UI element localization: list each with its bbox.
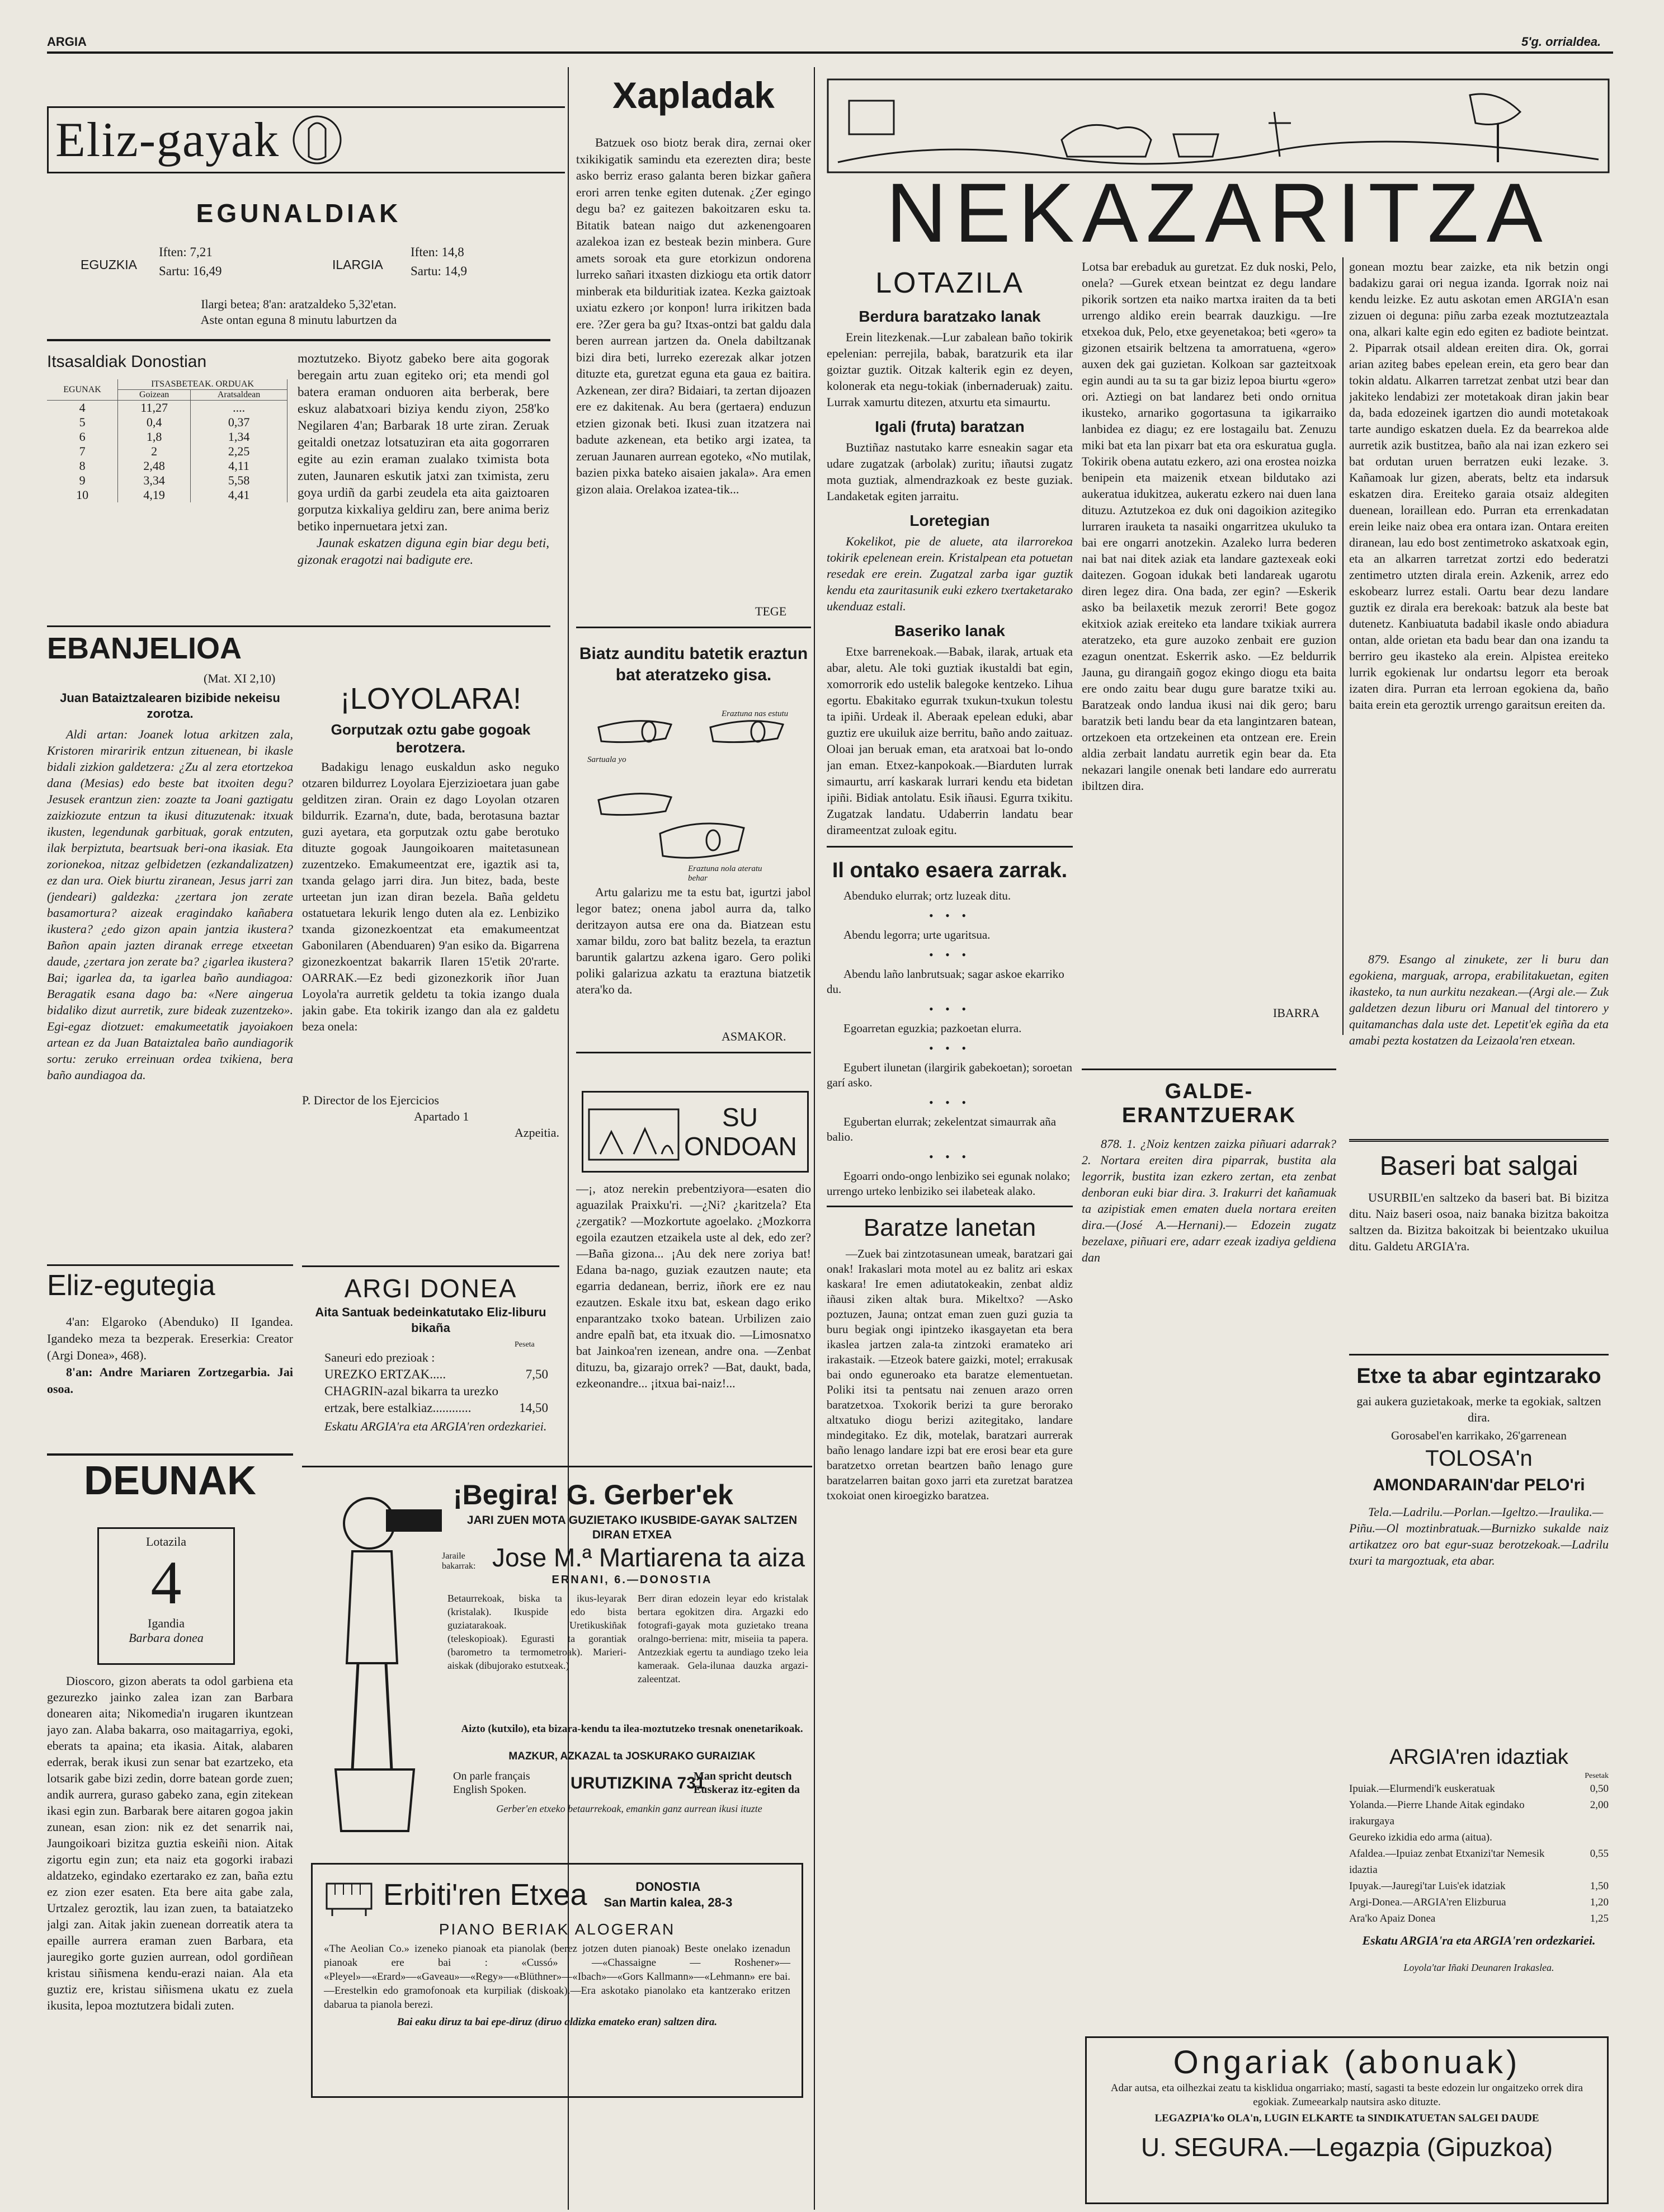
argidonea-footer: Eskatu ARGIA'ra eta ARGIA'ren ordezkariei. [324,1419,547,1433]
gerber-ad [302,1466,812,1846]
suondoan-banner [582,1091,809,1173]
s2-paragraph: Buztiñaz nastutako karre esneakin sagar eta udare zugatzak (arbolak) zuritu; iñautsi zugatz mota guztiak, almendrazkoak ez beste guziak. Landaketak egiten jarraitu. [827,440,1073,503]
gerber-phone [571,1774,705,1793]
egunaldiak-title: EGUNALDIAK [196,199,402,228]
elizegutegia-line1: 4'an: Elgaroko (Abenduko) II Igandea. Igandeko meza ta bezperak. Ereserkia: Creator (Argi Donea», 468). [47,1315,293,1362]
loyolara-column [302,627,564,1449]
esaera-title: Il ontako esaera zarrak. [832,859,1068,882]
idaztiak-ad [1349,1723,1609,2036]
ring-finger-illustration [587,694,800,878]
ongariak-text1: Adar autsa, eta oilhezkai zeatu ta kisklidua ongarriako; mastí, sagasti ta beste edozein lur ongaitzeko orrek dira egokiak. Zumeearkalp nautsira asko dituzte. [1110,2082,1583,2108]
book-item [1349,1878,1609,1894]
tide-row [47,473,287,488]
esaera-item: Egubert ilunetan (ilargirik gabekoetan); soroetan garí asko. [827,1061,1072,1089]
ongariak-footer: U. SEGURA.—Legazpia (Gipuzkoa) [1140,2133,1553,2162]
tide-morning: 4,19 [118,488,191,502]
tide-day: 6 [47,430,118,444]
book-item [1349,1910,1609,1927]
price-item-label: UREZKO ERTZAK..... [324,1367,446,1381]
biatz-text [576,884,811,997]
separator: • • • [928,1002,971,1016]
elizgayak-title: Eliz-gayak [55,112,280,167]
idaztiak-footer: Eskatu ARGIA'ra eta ARGIA'ren ordezkariei. [1362,1933,1596,1947]
suondoan-paragraph: —¡, atoz nerekin prebentziyora—esaten dio aguazilak Praixku'ri. —¿Ni? ¿karitzela? Eta ¿zergatik? —Mozkortute agoelako. ¿Mozkorra egoila ezautzen etzaikela uste al dek, edo zer? —Baña gizona... ¡Au dek nere zoriya bat! Edana ba-nago, guziak ezautzen naute; eta egarria dedanean, berriz, iñork ere ez nau ezautzen. Eskale itxu bat, eskean dago eriko enparantzako txoko batean. Urbilizen zaio andre epalñ bat, eta itxuak dio. —Limosnatxo bat Jainkoa'ren izenean, andre ona. —Zenbat dituzu, ba, gizarajo orrek? —Bat, daukt, bada, ezkeonandre... ¡itxua bai-naiz!... [576,1182,811,1390]
q879-text [1349,951,1609,1048]
tide-table [47,379,287,502]
ilargia-label: ILARGIA [332,257,383,272]
tide-row [47,488,287,502]
book-title: Ipuiak.—Elurmendi'k euskeratuak [1349,1783,1495,1795]
tide-afternoon: 4,41 [191,488,287,502]
book-item [1349,1894,1609,1910]
xapladak-title: Xapladak [612,74,775,116]
book-item [1349,1797,1609,1829]
etxe-text2 [1349,1504,1609,1569]
argidonea-prices [324,1349,548,1434]
ebanjelioa-subtitle: Juan Bataiztzalearen bizibide nekeisu zorotza. [60,691,280,721]
book-title: Yolanda.—Pierre Lhande Aitak egindako irakurgaya [1349,1799,1525,1827]
book-item [1349,1829,1609,1846]
lang-english: English Spoken. [453,1783,527,1796]
baseri-paragraph: USURBIL'en saltzeko da baseri bat. Bi bizitza ditu. Naiz baseri osoa, naiz banaka bizitza bakoitza saltzen da. Bizitza bakoitzak bi beientzako ukuilua ditu. Galdetu ARGIA'ra. [1349,1190,1609,1253]
etxe-paragraph: Tela.—Ladrilu.—Porlan.—Igeltzo.—Iraulika.—Piñu.—Ol moztinbratuak.—Burnizko sukalde naiz artikatzez oro bat egur-suaz berotzekoak.—Ladrilu txuri ta margoztuak, eta abar. [1349,1505,1609,1568]
s1-text [827,329,1073,410]
col4-paragraph: gonean moztu bear zaizke, eta nik betzin ongi badakizu garai ori negua izanda. Igorrak noiz nai kendu leizke. Ez autu askotan emen ARGIA'n esan zizuen oi deguna: piñu zarba ezeak moztutzeaztala ona, alkari kalte egin edo egiten ez badiote beintzat. 2. Piparrak otsail aldean ereiten dira. Ok, gorrai arian aziteg babes epelean erein, eta gero bear dan tokin aldatu. Alkarren tarretzat zenbat utzi bear dan jakiteko lendabizi zer motetakoak diran jakin bear da, bada edozeinek igartzen dio aundi motetakoak tarte aundigo eskatzen duela. Ez da bearrekoa alde aurretik azik bustitzea, baño ala nai izan ezkero sei bat ordutan uruen berratzen euki lezake. 3. Kañamoak lur gizen, aberats, beltz eta indarsuk eskatzen dira. Ereiteko garaia otsaiz aldegiten duenean, loraillean edo. Purran eta errenkadatan erein leike naiz obea era ontara izan. Ontara ereiten diranean, lau edo bost zentimetroko askatxoak egin, eta an alkarren tarretzat zortzi edo bederatzi zentimetro utzten dirala erein. Azkenik, arrez edo eskobearz lurrez estali. Oartu bear dezu landare guztik ez dirala era berekoak: batzuk ala beste bat dutenetz. Kanbiuatuta badabil ikasle ondo abiadura ontan, alde orietan eta badu bear dan ona izandu ta berriro geu ikasteko ala erein. Alpistea ereiteko lurrik egokienak lur ondartsu legorr eta beroak izaten dira. Purran eta lerroan egokiena da, baño baita erein eta geroztik urrengo garaitsun ereiten da. [1349,260,1609,712]
gerber-lang-right [694,1769,800,1796]
etxe-title: Etxe ta abar egintzarako [1356,1364,1601,1388]
book-title: Ara'ko Apaiz Donea [1349,1913,1436,1924]
s3-paragraph: Kokelikot, pie de aluete, ata ilarrorekoa tokirik epelenean erein. Kristalpean eta potuetan resedak ere erein. Zugatzal zarba igar guztik kendu eta zauritasunik euki ezkero txertaketarako ukenduaz estali. [827,534,1073,613]
biatz-title: Biatz aunditu batetik eraztun bat ateratzeko gisa. [579,644,808,684]
ebanjelioa-text [47,726,293,1291]
s2-title: Igali (fruta) baratzan [875,418,1025,435]
tide-day: 5 [47,415,118,430]
erbiti-text: «The Aeolian Co.» izeneko pianoak eta pianolak (berez jotzen duten pianoak) Beste onelako izenadun pianoak ere bai : «Cussó» —«Chassaigne — Roshener»— «Pleyel»—«Erard»—«Gaveau»—«Regy»—«Blüthner»—«Ibach»—«Gors Kallmann»—«Lehmann» ere bai.—Erestelkin edo gramofonoak eta kurpiliak (diskoak).—Era askotako pianolako eta kantzerako eritzen dabarua ta pianola berezi. [324,1943,790,2011]
galde-title: GALDE-ERANTZUERAK [1121,1080,1297,1127]
col-itsasbeteak: ITSASBETEAK. ORDUAK [118,379,287,390]
fig-label-b: Eraztuna nas estutu [722,709,789,718]
biatz-paragraph: Artu galarizu me ta estu bat, igurtzi jabol legor batez; onena jabol aurra da, talko deritzayon autsa ere ona da. Biatzean estu xamar bildu, zoro bat balitz bezela, ta eraztun baruntik galartzu azkena igaro. Gero poliki poliki galarizua azkatu ta eraztuna biatzetik atera'ko da. [576,885,811,996]
col-egunak: EGUNAK [47,379,118,401]
baratze-text [827,1246,1073,1503]
tide-side-text: moztutzeko. Biyotz gabeko bere aita gogorak beregain artu zuan egiteko ori; eta mendi gol batera eraman onduoren aita berberak, bere eskuz alabatxoari biziya kendu ziyon, 258'ko Negilaren 4'an; Barbarak 18 urte ziran. Zeruak geitaldi onetzaz lotsatuziran eta aita gogorraren egite au ezin eraman zualako tximista bota zuten, Jaunaren eskutik jatxi zan tximista, zeru goya urdiñ da garbi zeudela eta aita gaiztoaren gorputza kixkaliya geldiru zan, bere anima beriz betiko inpernuetara jetxi zan. [298,351,549,533]
book-title: Argi-Donea.—ARGIA'ren Elizburua [1349,1896,1506,1908]
esaera-item: Egubertan elurrak; zekelentzat simaurrak aña balio. [827,1115,1057,1143]
calendar-saint: Barbara donea [129,1631,204,1645]
gerber-col2: Berr diran edozein leyar edo kristalak bertara egokitzen dira. Argazki edo fotografi-gayak mota guzietako treana oralngo-berriena: mitr, miseiia ta papera. Antzezkiak egertu ta aundiago tzeko leia kameraak. Gela-ilunaa dauzka argazi-zaleentzat. [638,1593,808,1684]
calendar-month: Lotazila [145,1535,187,1549]
elizegutegia-title: Eliz-egutegia [47,1269,215,1302]
eguzkia-set: Sartu: 16,49 [159,264,222,278]
suondoan-text [576,1180,811,1443]
boy-with-telescope-illustration [302,1479,442,1837]
peseta-label: Peseta [515,1340,535,1349]
ongariak-text2: LEGAZPIA'ko OLA'n, LUGIN ELKARTE ta SINDIKATUETAN SALGEI DAUDE [1154,2112,1539,2124]
loyolara-title: ¡LOYOLARA! [340,682,522,716]
book-price: 0,50 [1590,1783,1609,1795]
baratze-paragraph: —Zuek bai zintzotasunean umeak, baratzari gai onak! Irakaslari mota motel au ez balitz ari eskax kaskara! Ire emen adiutatokeakin, zenbat aldiz iñausi ziken altak bura. Mikeltxo? —Asko poztuzen, Jauna; ontzat eman zuen guzi guzia ta buru begiak ongi ipintzeko ikasgayetan eta bera ikaslea jartzen zala-ta zintzoki eramateko ari irakastaik. —Etzeok batere gaizki, motel; errakusak bai ondo eguneroako eta baratze elementuetan. Poliki itsi ta pentsatu nai zenuen arazo orren baratzetxoa. Txokorik berizi ta gure berorako altxatuko diogu berizi azitegitako, landare mindegitako. Ez dik, motelak, baratzari aurrerak baño lenago landare izpi bat ere erosi bear eta gure baratzetxo orretan beartzen baño lenago gure baratzelarren baitan goxo jarri eta zuretzat baratzea txokoiat onen kiroegizko baratzea. [827,1247,1073,1502]
s4-text [827,643,1073,838]
xapladak-paragraph: Batzuek oso biotz berak dira, zernai oker txikikigatik samindu eta ezerezten dira; beste asko berriz eraso galanta beren bizkar gañera erori arren tenke egiten dutenak. ¿Zer egingo degu ba? ez gaitezen bakoitzaren esku ta. Bitatik batean naigo dut azkenengoaren azalekoa izan ez besteak bezin minbera. Gure amets soroak eta gure etorkizun ondorena lurreko sañari itxasten dizkiogu eta ortik datorr minberak eta bilduritiak izatea. Kezka gaiztoak uxiatu ezkero ¡or konpon! lurra irikitzen bada ere. ?Zer gera ba gu? Itxas-ontzi bat galdu dala beren aurrean jartzen da. Onela dabiltzanak bizi dira beti, lurreko ezerezak alkar jotzen dituzte eta, guretzat eguna eta gaua ez baitira. Azkenean, zer dira? Bidaiari, ta zertan dijoazen ere ez dakitenak. Au bera (gertaera) enduzun etzien gizonak beti. Ikusi zuan itzatzera nai badute azkenean, eta betiko argi izatea, ta zeruan Jaunaren aurrean egoteko, «No mutilak, bazien pixka bateko aisaien jakala». Ara emen gizon alaia. Orelakoa izatea-tik... [576,135,811,496]
s1-paragraph: Erein litezkenak.—Lur zabalean baño tokirik epelenian: perrejila, babak, baratzurik eta ilar goiztar guztik. Oitzak kalterik egin ez deyen, kolonerak eta negu-tokiak (inbernaderuak) zaitu. Lurrak xamurtu ditezen, atxurtu eta simaurtu. [827,330,1073,409]
erbiti-title: Erbiti'ren Etxea [383,1878,587,1912]
lang-french: On parle français [453,1770,530,1782]
loyolara-subtitle: Gorputzak oztu gabe gogoak berotzera. [331,721,531,756]
etxe-city: TOLOSA'n [1425,1446,1533,1471]
daylength-note: Aste ontan eguna 8 minutu laburtzen da [200,313,397,327]
esaera-list [827,888,1073,1199]
contact-line1: P. Director de los Ejercicios [302,1093,439,1107]
col3-text [1082,258,1336,1003]
gerber-line2: MAZKUR, AZKAZAL ta JOSKURAKO GURAIZIAK [508,1750,756,1762]
separator: • • • [928,948,971,962]
gerber-col1: Betaurrekoak, biska ta ikus-leyarak (kristalak). Ikuspide edo bista guziatarakoak. Uretikuskiñak (teleskopioak). Egurasti ta gorantiak (barometro ta termometroak). Marieri-aiskak (dibujorako estutxeak.) [447,1593,626,1671]
gerber-footer: Gerber'en etxeko betaurrekoak, emankin ganz aurrean ikusi ituzte [496,1803,762,1814]
ongariak-ad [1085,2036,1609,2204]
moon-note: Ilargi betea; 8'an: aratzaldeko 5,32'etan. [201,297,397,311]
s1-title: Berdura baratzako lanak [859,308,1041,325]
col-aratsaldean: Aratsaldean [191,390,287,401]
erbiti-location [604,1879,732,1910]
eguzkia-label: EGUZKIA [81,257,137,272]
book-price: 1,20 [1590,1896,1609,1908]
book-price: 2,00 [1590,1799,1609,1811]
tide-afternoon: 4,11 [191,459,287,473]
tide-afternoon: .... [191,401,287,416]
farm-scene-illustration [827,78,1610,173]
gerber-line1: Aizto (kutxilo), eta bizara-kendu ta ilea-moztutzeko tresnak onenetarikoak. [461,1723,803,1735]
tide-day: 4 [47,401,118,416]
barbara-continuation [298,350,549,568]
gerber-jaraile: Jaraile bakarrak: [442,1551,476,1571]
elizgayak-banner [47,106,565,173]
nekazaritza-col-c [1349,258,1609,1131]
ilargia-set: Sartu: 14,9 [411,264,467,278]
deunak-text [47,1673,293,2207]
nekazaritza-col-a [827,263,1073,2210]
erbiti-ad [311,1863,803,2098]
tide-row [47,430,287,444]
contact-line2: Apartado 1 [414,1109,469,1123]
tide-day: 7 [47,444,118,459]
tide-afternoon: 2,25 [191,444,287,459]
biatz-signature: ASMAKOR. [722,1029,786,1043]
nekazaritza-banner [827,78,1610,257]
galde-section [1082,1069,1336,1494]
separator: • • • [928,1095,971,1109]
tide-morning: 0,4 [118,415,191,430]
tide-day: 10 [47,488,118,502]
tide-afternoon: 0,37 [191,415,287,430]
tide-day: 9 [47,473,118,488]
piano-icon [324,1872,374,1917]
separator: • • • [928,1150,971,1164]
esaera-item: Abendu laño lanbrutsuak; sagar askoe ekarriko du. [827,967,1064,996]
galde-paragraph: 878. 1. ¿Noiz kentzen zaizka piñuari adarrak? 2. Nortara ereiten dira piparrak, bustita ala legorrik, bustita izan ezkero zertan, eta zenbat denboran euki biar dira. 3. Irakurri det kañamuak ta azipistiak emen ematen duela nortara ereiten dira.—(José A.—Hernani).— Edozein zugatz bezelaxe, piñuari ere, adarr ezeak izadiya geldiena dan [1082,1137,1336,1264]
books-list [1349,1781,1609,1927]
ilargia-rise: Iften: 14,8 [411,245,464,259]
column-rule [814,67,815,2210]
column-2-lower [576,643,811,1449]
deunak-title: DEUNAK [83,1458,256,1503]
tide-row [47,444,287,459]
erbiti-address: San Martin kalea, 28-3 [604,1895,733,1909]
tide-row [47,459,287,473]
loyolara-contact [302,1092,559,1141]
etxe-name: AMONDARAIN'dar PELO'ri [1373,1476,1585,1494]
baratze-title: Baratze lanetan [863,1214,1036,1241]
loyolara-text [302,759,559,1083]
elizegutegia-text [47,1314,293,1397]
xapladak-signature: TEGE [755,604,787,618]
book-price: 0,55 [1590,1848,1609,1860]
fig-label-a: Sartuala yo [587,755,626,764]
eguzkia-rise: Iften: 7,21 [159,245,213,259]
etxe-address: Gorosabel'en karrikako, 26'garrenean [1391,1429,1567,1442]
fig-label-c: Eraztuna nola ateratu behar [688,864,762,883]
col3-paragraph: Lotsa bar erebaduk au guretzat. Ez duk noski, Pelo, onela? —Gurek etxean beintzat ez degu landare pikorik sortzen eta naiko martxa iraiten da ta beti urrengo aldiko erein bearrak dauzkigu. —Ire etxekoa duk, Pelo, etxe geyenetakoa; beti «gero» ta gizonen etsairik beltzena ta amorratuena, «gero» auxen dek gai guzietan. Kolkoan sar gazteitxoak egin aundi au ta su ta gar biziz lepoa biurtu «gero» ori. Aztiegi on bat landarez beti ondo ornitua ikusteko, arnariko gogortasuna ta igikarraiko lanbidea ez diagu; ez ere lostagailu bat. Zenuzu miki bat eta lan pixarr bat eta ora eskuratua gugla. Tokirik obena autatu ezkero, azi ona erostea noizka benipein eta maizenik etxean bildutako azi aukeratua idukitzea, aukeratu ezkero nai duen lana dituzu. Aztutzekoa ez duk oni dagoikion azitegiko lurraren irauketa ta nasaiki ongarritzea ukuluko ta bai ere ongarri anotzekin. Azaleko lurra bederen nai bat nai ditek aziak eta landare gaztexeak eoki daitezen. Gogoan idukak beti landareak ugarotu diren legez dira. Ona bada, zer egin? —Eskerik asko ba beilaxetik mezuk zerorri! Bete gogoz ekitxiok aziak ereiteko eta landare txikiak aurrera ateratzeko, eta gure auzoko zenbait ere guzion ezagun onentzat. Eskerrik asko. —Ez beldurrik Jauna, gu dirangaiñ gogoz ekingo diogu eta baita ere ondo zaitu bear dugu gure baratze txiki au. Baratzeak ondo landua ikusi nai dik gero; baru baratzik beti landu bear da eta langintzaren batean, ortzekoen eta ortzekeinen eta ontzean ere. Erein aldia zerbait landatu aurretik egin bear da. Eta nekazari langile onenak beti landare edo aurreratu ibiltzen dira. [1082,260,1336,793]
price-item-label: CHAGRIN-azal bikarra ta urezko ertzak, bere estalkiaz............ [324,1384,499,1415]
col-goizean: Goizean [118,390,191,401]
esaera-item: Egoarretan eguzkia; pazkoetan elurra. [843,1022,1022,1035]
ebanjelioa-title: EBANJELIOA [47,632,242,665]
book-title: Afaldea.—Ipuiaz zenbat Etxanizi'tar Nemesik idaztia [1349,1848,1545,1876]
price-row-1 [324,1366,548,1383]
etxe-ad [1349,1354,1609,1712]
tide-morning: 2 [118,444,191,459]
idaztiak-title: ARGIA'ren idaztiak [1389,1745,1568,1769]
erbiti-city: DONOSTIA [635,1880,701,1894]
baseri-text [1349,1189,1609,1254]
col4-text [1349,258,1609,947]
book-title: Geureko izkidia edo arma (aitua). [1349,1832,1492,1843]
book-price: 1,50 [1590,1880,1609,1892]
tide-morning: 2,48 [118,459,191,473]
tide-afternoon: 1,34 [191,430,287,444]
s3-text [827,533,1073,614]
tide-side-moral: Jaunak eskatzen diguna egin biar degu beti, gizonak eragotzi nai badigute ere. [298,536,549,567]
pesetak-label: Pesetak [1585,1772,1609,1780]
loyolara-paragraph: Badakigu lenago euskaldun asko neguko otzaren bildurrez Loyolara Ejerzizioetara juan gabe gelditzen ziran. Orain ez dago Loyolan otzaren bildurrik. Ezarna'n, dute, bada, berotasuna baztar guzi ayetara, eta gorputzak oztu gabe berotuko dituzte gogoak Jaungoikoaren maitetasunean zuzentzeko. Emakumeentzat ere, igaztik asi ta, txanda gelago jarri dira. Jun bitez, bada, beste urteetan jun izan diran bezela. Baña geldetu ostatuetara lekurik lengo duten ala ez. Lenbiziko txanda gizonezkoentzat eta emakumeentzat Gabonilaren (Abenduaren) 9'an esiko da. Bigarrena gizonezkoentzat bakarrik Ilaren 15'etik 20'rarte. OARRAK.—Ez bedi gizonezkorik iñor Juan Loyola'ra aurretik geldetu ta tokia izango duala jakin gabe. Eta tokirik izango dan ala ez galdetu beza onela: [302,760,559,1033]
book-item [1349,1846,1609,1878]
etxe-text1: gai aukera guzietakoak, merke ta egokiak, saltzen dira. [1356,1394,1601,1424]
elizegutegia-line2: 8'an: Andre Mariaren Zortzegarbia. Jai osoa. [47,1365,293,1396]
book-price: 1,25 [1590,1913,1609,1924]
tide-morning: 3,34 [118,473,191,488]
price-title: Saneuri edo prezioak : [324,1350,435,1364]
q879-paragraph: 879. Esango al zinukete, zer li buru dan egokiena, marguak, arropa, erabilitakuetan, egiten ikasteko, ta nun aurkitu nezakean.—(Argi ale.— Zuk galdetzen dezun liburu ori Manual del tintorero y quitamanchas dala uste det. Lepetit'ek egiña da eta amabi pezta kostatzen da Leizaola'ren etxean. [1349,952,1609,1047]
nekazaritza-title: NEKAZARITZA [886,166,1550,257]
ongariak-title: Ongariak (abonuak) [1173,2044,1521,2081]
column-rule [1342,257,1344,1035]
esaera-item: Abenduko elurrak; ortz luzeak ditu. [843,889,1011,902]
price-row-2 [324,1383,548,1416]
s2-text [827,439,1073,504]
gerber-name: Jose M.ª Martiarena ta aiza [492,1543,805,1572]
page-header-left: ARGIA [47,35,87,49]
ebanjelioa-paragraph: Aldi artan: Joanek lotua arkitzen zala, Kristoren miraririk entzun zituenean, bi ikasle bidali zizkion galdetzera: ¿Zu al zera etortzekoa dana (Mesias) edo beste bat itxoiten degu? Jesusek erantzun zien: zoazte ta Joani gaztigatu zaizkiozute entzun ta ikusi dituzutenak: itxuak ikusten, legendunak garbituak, gorak entzuten, ilak berpiztuta, beartsuak beri-ona ikasiak. Eta zorionekoa, nitzaz gelbidetzen (ezkandalizatzen) ez dan ura. Oiek biurtu ziranean, Jesus jarri zan (jendeari) galdezka: ¿zertara jon zerate basamortura? aizeak eragindako kañabera ikustera? ¿edo gizon apain jantzia ikustera? Bañon apain jazten diranak errege etxeetan daude, ¿zertara jon zerate ba? ¿igarlea ikustera? Bai; igarlea da, ta igarlea baño aundiagoa: Beragatik esana dago ba: «Nere aingerua bidaliko dizut aurretik, zure bideak zuzentzeko». Egi-egaz diotzuet: emakumeetatik jayoiakoen artean ez da Juan Bataiztalea baño aundiagorik sortu: zeruko erreinuan ordea txikiena, bera baño aundiagoa da. [47,727,293,1082]
s4-title: Baseriko lanak [894,622,1005,639]
gerber-lang-left [453,1769,530,1796]
argidonea-subtitle: Aita Santuak bedeinkatutako Eliz-liburu bikaña [315,1305,546,1335]
suondoan-title: SU ONDOAN [684,1103,797,1161]
lang-basque: Euskeraz itz-egiten da [694,1783,800,1796]
gerber-heading: ¡Begira! G. Gerber'ek [453,1479,733,1510]
deunak-paragraph: Dioscoro, gizon aberats ta odol garbiena eta gezurezko jainko zalea izan zan Barbara donearen aita; Nikomedia'n irugaren ikuntzean jayo zan. Alaba bakarra, oso maitagarriya, egoki, eberats ta apaina; eta ikasia. Aitak, alabaren ederrak, berak ikusi zun senar bat ezartzeko, eta lotsarik gabe bizi zedin, dorre batean gorde zuen; andik aurrera, guraso gabeko zana, egin zitekean ikasi egin zun. Barbarak bere aitaren gogoa jakin zunean, esan zion: nik ez det senarrik nai, Jaungoikoari bizitza guztia eskeiñi nion. Aitak zigortu egin zun; eta naiz eta gogorki irabazi aldatzeko, egindako ezertarako ez zan, baña eztu ez zion ezer esaten. Eta bere aita gabe zala, Urtzalez geroztik, lau izan zuen, ta bataiatzeko jalgi zan. Aitak jakin zuenean dorreatik atera ta epaille aurrera eraman zuen Barbara, eta jauregiko gorte guzien aurrean, odol gordiñean kristau siñismena kendu-erazi naian. Ala eta guztiz ere, kristau siñismena ukatu ez zuela ikusita, lepoa moztutzera bidali zuten. [47,1674,293,2012]
calendar-weekday: Igandia [148,1616,185,1630]
gerber-sub: JARI ZUEN MOTA GUZIETAKO IKUSBIDE-GAYAK SALTZEN DIRAN ETXEA [466,1514,798,1541]
elizgayak-notes [47,296,550,328]
price-item-value: 7,50 [525,1367,548,1381]
idaztiak-bottom: Loyola'tar Iñaki Deunaren Irakaslea. [1403,1962,1554,1973]
ebanjelioa-ref: (Mat. XI 2,10) [204,671,276,685]
phone-number: 731 [677,1774,705,1792]
erbiti-header [324,1872,790,1917]
tide-morning: 11,27 [118,401,191,416]
baseri-title: Baseri bat salgai [1379,1151,1578,1181]
nekazaritza-signature: IBARRA [1272,1006,1319,1020]
erbiti-footer: Bai eaku diruz ta bai epe-diruz (diruo aldizka emateko eran) saltzen dira. [397,2016,718,2028]
esaera-item: Abendu legorra; urte ugaritsua. [843,928,991,942]
calendar-card [97,1527,235,1665]
s4-paragraph: Etxe barrenekoak.—Babak, ilarak, artuak eta abar, aletu. Ale toki guztiak ikustaldi bat egin, xomorrorik edo ustelik balegoke kentzeko. Lihua egortu. Ebakitako egurrak txukun-txukun tolestu ta ipiñi. Urdeak il. Aberaak epelean eduki, abar guztiz ere ukuiluk aize berritu, baño ando zaituaz. Oloai jan beruak eman, eta aratxoai bat lo-ondo jan eman. Etxez-kanpokoak.—Biarduten lurrak simaurtu, arrí kaskarak lurrari kendu eta bidetan ipiñi. Bidiak antolatu. Esik iñausi. Egurra txikitu. Zugatzak landatu. Udaberrin landatu bear dirameentzat zuloak egitu. [827,644,1073,837]
tide-row [47,401,287,416]
tide-row [47,415,287,430]
baseri-ad [1349,1139,1609,1346]
separator: • • • [928,1041,971,1055]
tide-afternoon: 5,58 [191,473,287,488]
header-rule [47,51,1613,54]
contact-line3: Azpeitia. [514,1126,559,1140]
tide-day: 8 [47,459,118,473]
lang-german: Man spricht deutsch [694,1770,792,1782]
separator: • • • [928,909,971,923]
sun-moon-times [47,245,550,295]
tide-morning: 1,8 [118,430,191,444]
saint-figure-icon [286,112,348,168]
page-number: 5'g. orrialdea. [1521,35,1601,49]
nekazaritza-col-b [1082,258,1336,1053]
xapladak-text [576,134,811,677]
price-item-value: 14,50 [519,1401,548,1415]
phone-label: URUTIZKINA [571,1774,673,1792]
esaera-item: Egoarri ondo-ongo lenbiziko sei egunak nolako; urrengo urteko lenbiziko sei ilabeteak alako. [827,1169,1071,1198]
calendar-day: 4 [150,1549,182,1617]
book-item [1349,1781,1609,1797]
book-title: Ipuyak.—Jauregi'tar Luis'ek idatziak [1349,1880,1506,1892]
argidonea-title: ARGI DONEA [344,1274,517,1303]
galde-text [1082,1136,1336,1265]
s3-title: Loretegian [909,512,990,529]
fireside-illustration [583,1098,684,1165]
lotazila-heading: LOTAZILA [875,267,1024,299]
gerber-address: ERNANI, 6.—DONOSTIA [551,1574,713,1586]
erbiti-subtitle: PIANO BERIAK ALOGERAN [439,1921,676,1938]
itsasaldiak-title: Itsasaldiak Donostian [47,352,207,371]
